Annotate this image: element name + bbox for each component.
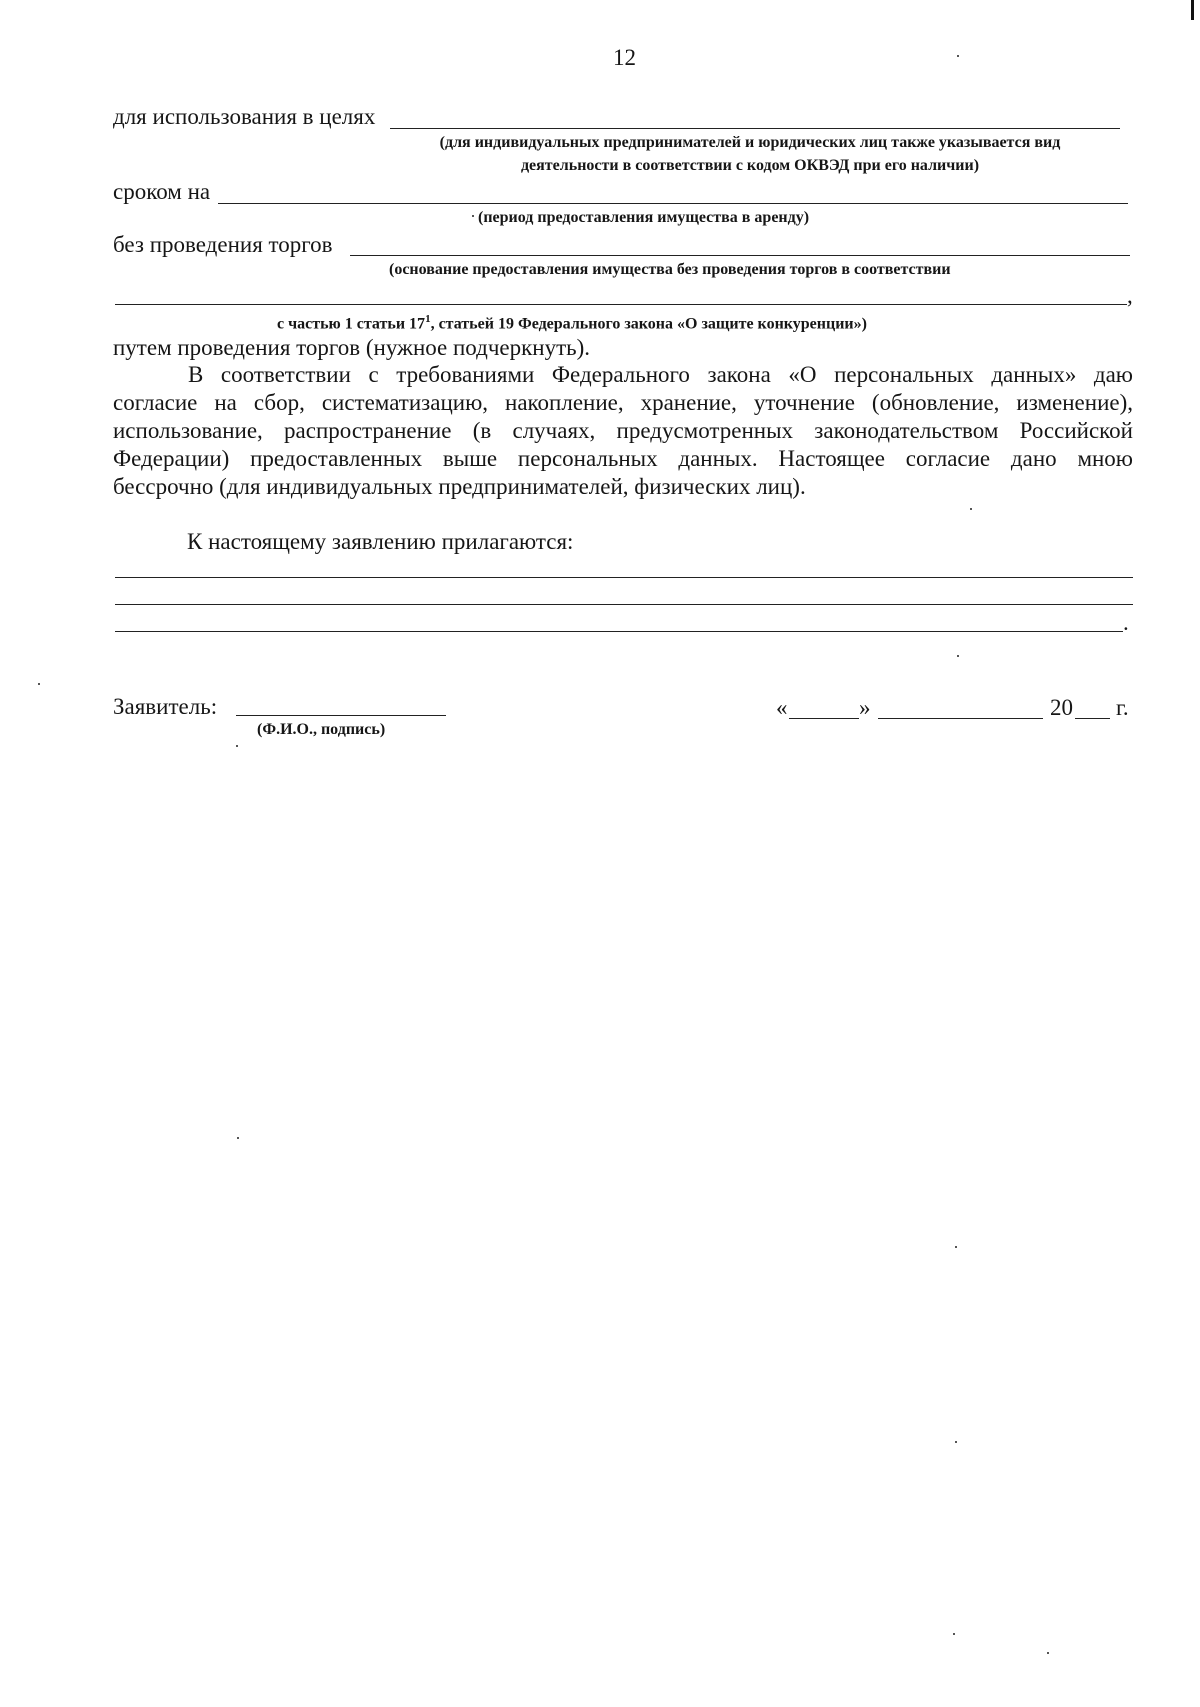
auction-line: путем проведения торгов (нужное подчеркнуть). <box>113 335 591 360</box>
term-fill-line <box>218 203 1128 204</box>
no-auction-comma: , <box>1127 283 1133 308</box>
scan-speck <box>236 745 238 747</box>
consent-line-1: В соответствии с требованиями Федерального закона «О персональных данных» даю <box>188 362 1133 387</box>
consent-line-3: использование, распространение (в случаях, предусмотренных законодательством Российской <box>113 418 1133 443</box>
no-auction-fill-line-2 <box>115 304 1127 305</box>
term-label: сроком на <box>113 179 211 204</box>
date-month-line <box>878 718 1043 719</box>
scan-speck <box>970 508 972 510</box>
usage-fill-line <box>390 128 1120 129</box>
usage-note-line2: деятельности в соответствии с кодом ОКВЭД при его наличии) <box>520 157 980 174</box>
page-number: 12 <box>613 45 636 70</box>
scan-speck <box>1047 1652 1049 1654</box>
consent-line-5: бессрочно (для индивидуальных предпринимателей, физических лиц). <box>113 474 806 499</box>
applicant-label: Заявитель: <box>113 694 218 719</box>
scan-speck <box>472 215 474 217</box>
no-auction-note-2-sup: 1 <box>425 313 431 325</box>
consent-line-4: Федерации) предоставленных выше персональных данных. Настоящее согласие дано мною <box>113 446 1133 471</box>
applicant-sign-line <box>236 715 446 716</box>
scan-speck <box>38 683 40 685</box>
attachments-line-2 <box>115 604 1133 605</box>
scan-speck <box>957 655 959 657</box>
scan-speck <box>953 1633 955 1635</box>
date-year-suffix: г. <box>1116 695 1129 720</box>
date-year-line <box>1075 718 1110 719</box>
attachments-end-mark: . <box>1123 610 1129 635</box>
consent-line-2: согласие на сбор, систематизацию, накопление, хранение, уточнение (обновление, изменение), <box>113 390 1133 415</box>
no-auction-note-2-suffix: , статьей 19 Федерального закона «О защите конкуренции») <box>430 315 867 333</box>
no-auction-note: (основание предоставления имущества без проведения торгов в соответствии <box>389 261 951 278</box>
usage-label: для использования в целях <box>113 104 376 129</box>
attachments-label: К настоящему заявлению прилагаются: <box>187 529 574 554</box>
no-auction-note-2-prefix: с частью 1 статьи 17 <box>277 315 426 333</box>
scan-speck <box>955 1441 957 1443</box>
usage-note-line1: (для индивидуальных предпринимателей и юридических лиц также указывается вид <box>439 134 1061 151</box>
date-year-prefix: 20 <box>1050 695 1073 720</box>
attachments-line-3 <box>115 631 1123 632</box>
date-open-quote: « <box>776 695 788 720</box>
term-note: (период предоставления имущества в аренду) <box>478 209 810 226</box>
scan-edge-mark <box>1191 0 1194 20</box>
no-auction-fill-line <box>350 255 1130 256</box>
applicant-sign-note: (Ф.И.О., подпись) <box>257 721 386 738</box>
scan-speck <box>955 1246 957 1248</box>
scan-speck <box>957 55 959 57</box>
no-auction-note-2 <box>277 310 867 333</box>
no-auction-label: без проведения торгов <box>113 232 333 257</box>
scan-speck <box>237 1137 239 1139</box>
date-day-line <box>789 718 859 719</box>
attachments-line-1 <box>115 577 1133 578</box>
date-close-quote: » <box>859 695 871 720</box>
